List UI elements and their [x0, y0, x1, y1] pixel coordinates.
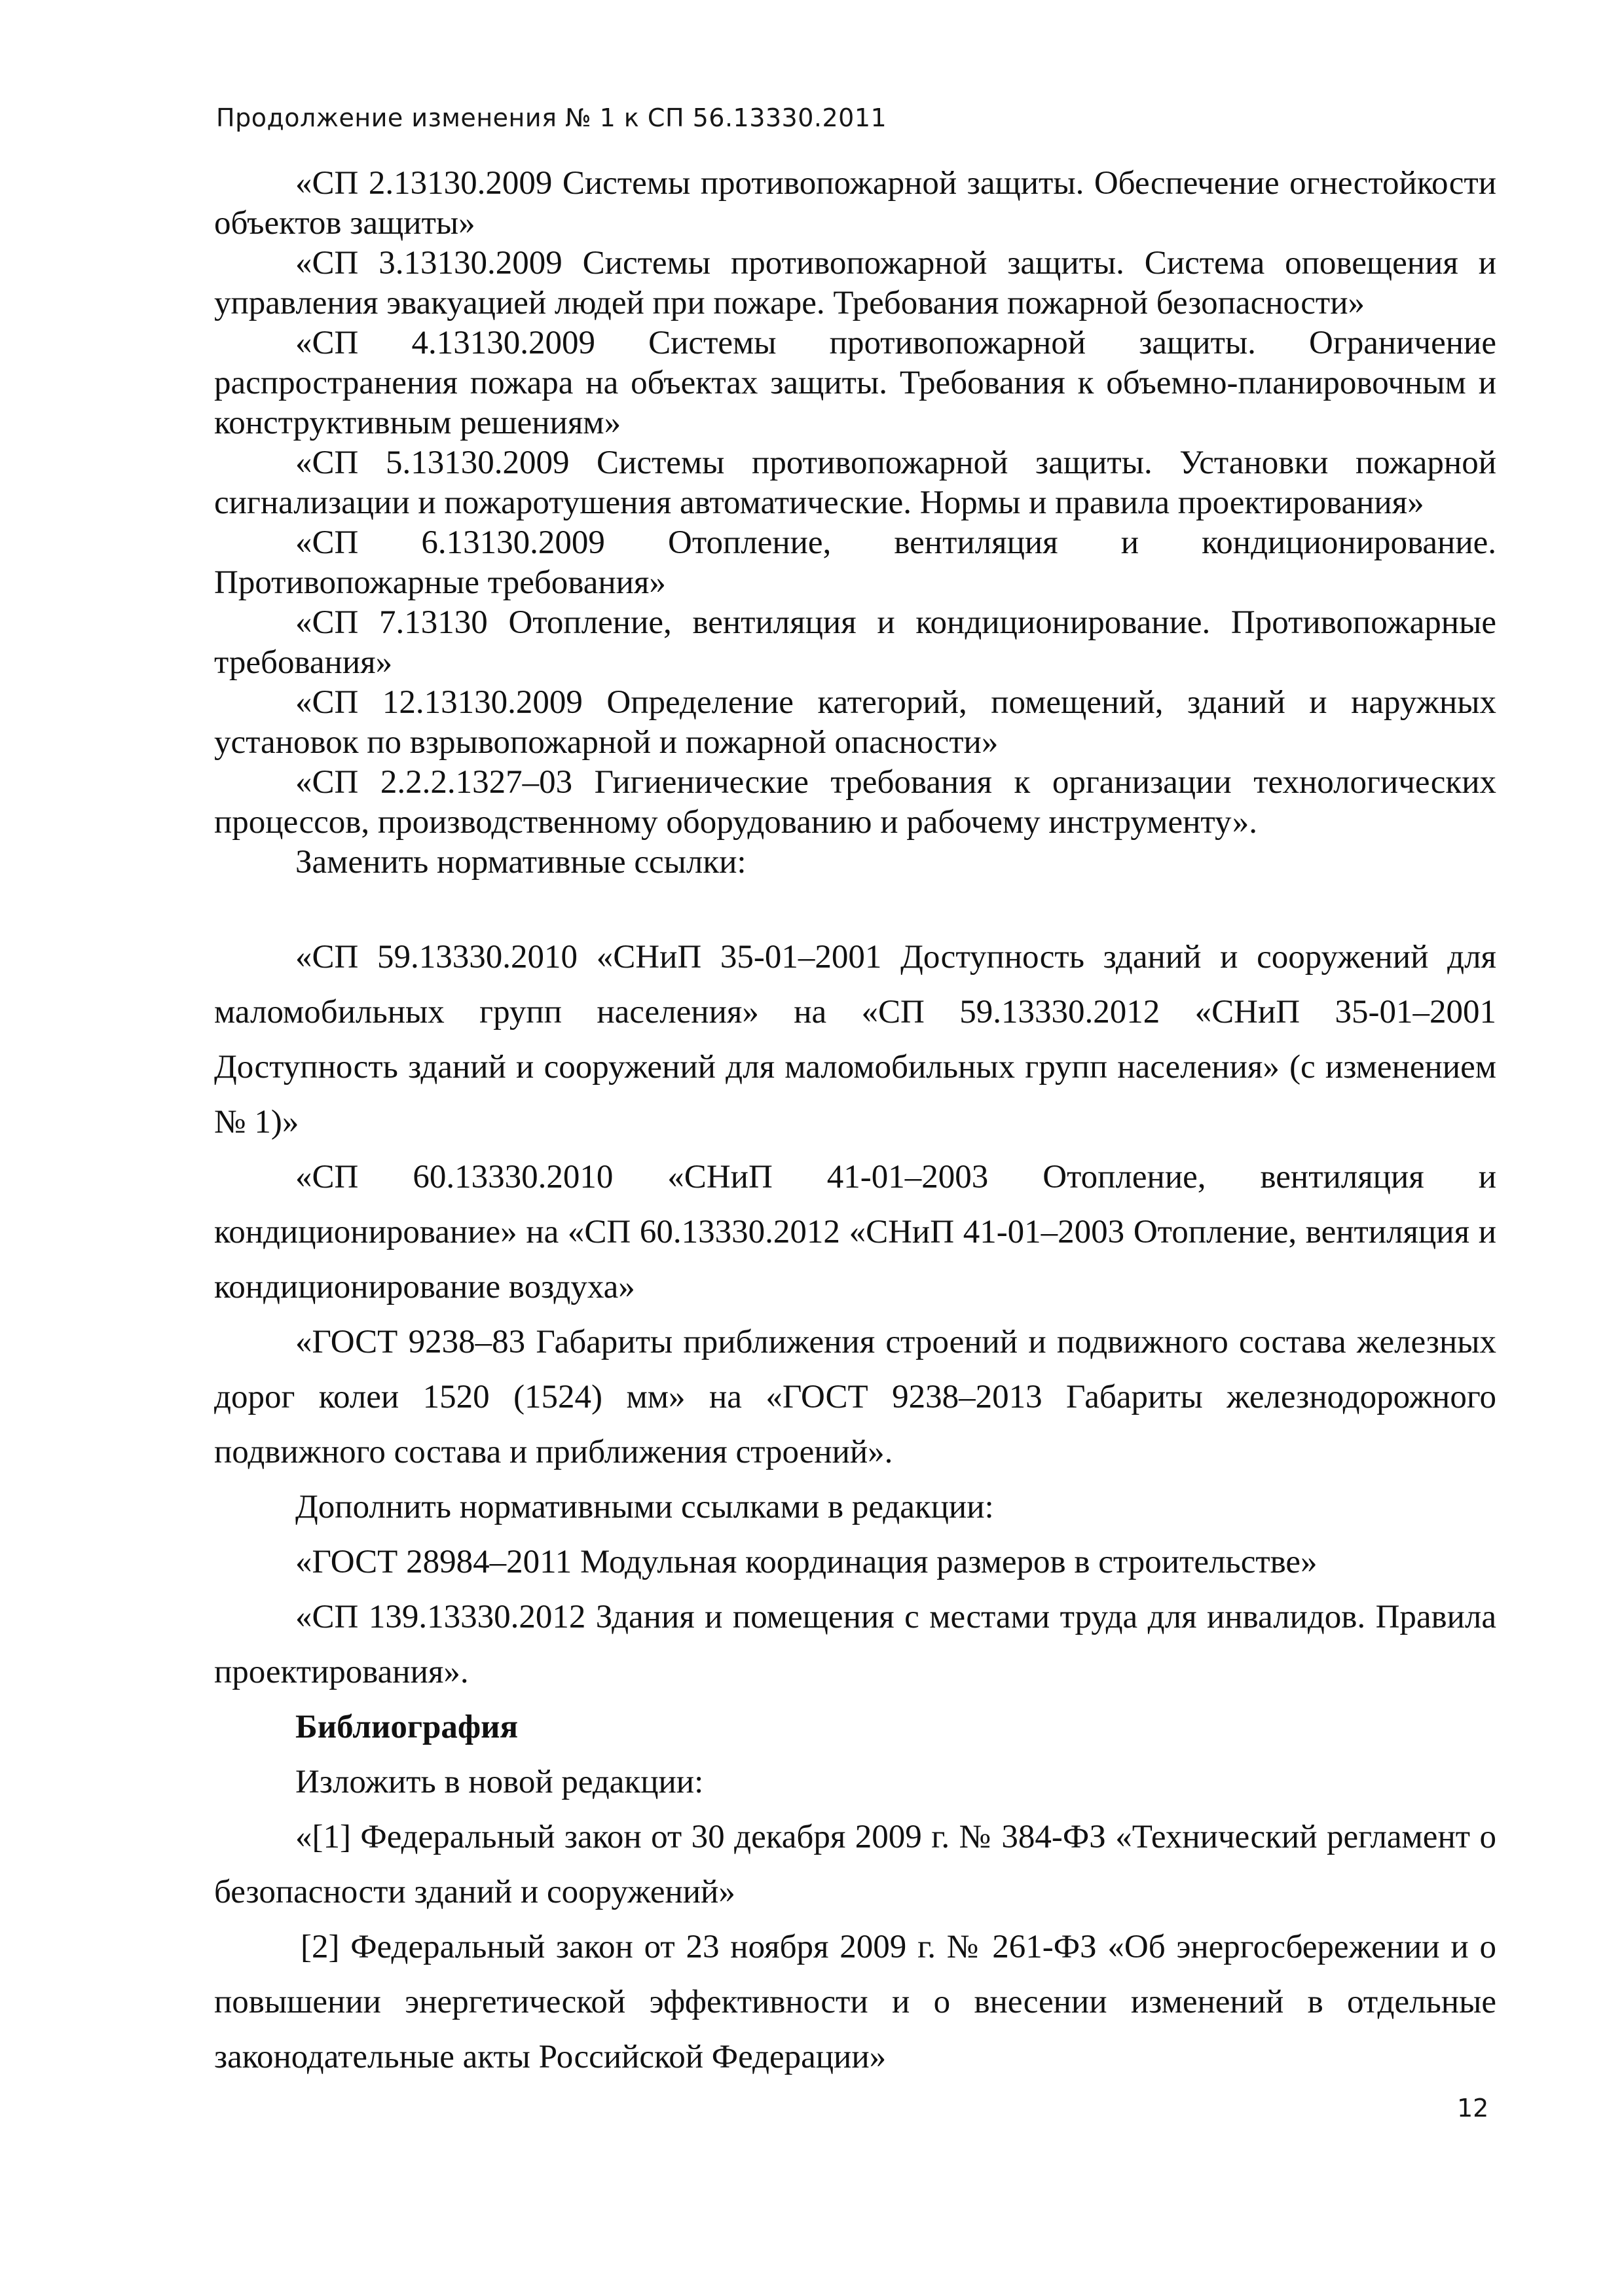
- replace-item: «ГОСТ 9238–83 Габариты приближения строений и подвижного состава железных дорог колеи 1520 (1524) мм» на «ГОСТ 9238–2013 Габариты железнодорожного подвижного состава и приближения строений».: [214, 1324, 1496, 1470]
- supplement-heading: Дополнить нормативными ссылками в редакции:: [295, 1489, 994, 1525]
- replace-item: «СП 60.13330.2010 «СНиП 41-01–2003 Отопление, вентиляция и кондиционирование» на «СП 60.13330.2012 «СНиП 41-01–2003 Отопление, вентиляция и кондиционирование воздуха»: [214, 1159, 1496, 1305]
- reference-item: «СП 6.13130.2009 Отопление, вентиляция и кондиционирование. Противопожарные требования»: [214, 524, 1496, 601]
- replace-references-block: [214, 930, 1496, 2085]
- added-references-block: [214, 164, 1496, 883]
- running-header: Продолжение изменения № 1 к СП 56.13330.2011: [216, 103, 887, 132]
- supplement-item: «СП 139.13330.2012 Здания и помещения с местами труда для инвалидов. Правила проектирования».: [214, 1599, 1496, 1690]
- reference-item: «СП 7.13130 Отопление, вентиляция и кондиционирование. Противопожарные требования»: [214, 604, 1496, 681]
- bibliography-instruction: Изложить в новой редакции:: [295, 1764, 704, 1800]
- bibliography-item: «[1] Федеральный закон от 30 декабря 2009 г. № 384-ФЗ «Технический регламент о безопасности зданий и сооружений»: [214, 1819, 1496, 1910]
- reference-item: «СП 12.13130.2009 Определение категорий, помещений, зданий и наружных установок по взрывопожарной и пожарной опасности»: [214, 684, 1496, 761]
- reference-item: «СП 2.2.2.1327–03 Гигиенические требования к организации технологических процессов, производственному оборудованию и рабочему инструменту».: [214, 764, 1496, 841]
- reference-item: «СП 4.13130.2009 Системы противопожарной защиты. Ограничение распространения пожара на объектах защиты. Требования к объемно-планировочным и конструктивным решениям»: [214, 325, 1496, 441]
- reference-item: «СП 3.13130.2009 Системы противопожарной защиты. Система оповещения и управления эвакуацией людей при пожаре. Требования пожарной безопасности»: [214, 245, 1496, 321]
- replace-item: «СП 59.13330.2010 «СНиП 35-01–2001 Доступность зданий и сооружений для маломобильных групп населения» на «СП 59.13330.2012 «СНиП 35-01–2001 Доступность зданий и сооружений для маломобильных групп населения» (с изменением № 1)»: [214, 939, 1496, 1140]
- reference-item: «СП 2.13130.2009 Системы противопожарной защиты. Обеспечение огнестойкости объектов защиты»: [214, 165, 1496, 242]
- replace-heading: Заменить нормативные ссылки:: [295, 844, 747, 881]
- bibliography-title: Библиография: [295, 1709, 519, 1745]
- reference-item: «СП 5.13130.2009 Системы противопожарной защиты. Установки пожарной сигнализации и пожаротушения автоматические. Нормы и правила проектирования»: [214, 445, 1496, 521]
- supplement-item: «ГОСТ 28984–2011 Модульная координация размеров в строительстве»: [295, 1544, 1318, 1580]
- bibliography-item: [2] Федеральный закон от 23 ноября 2009 г. № 261-ФЗ «Об энергосбережении и о повышении энергетической эффективности и о внесении изменений в отдельные законодательные акты Российской Федерации»: [214, 1929, 1496, 2075]
- page-number: 12: [1457, 2094, 1489, 2123]
